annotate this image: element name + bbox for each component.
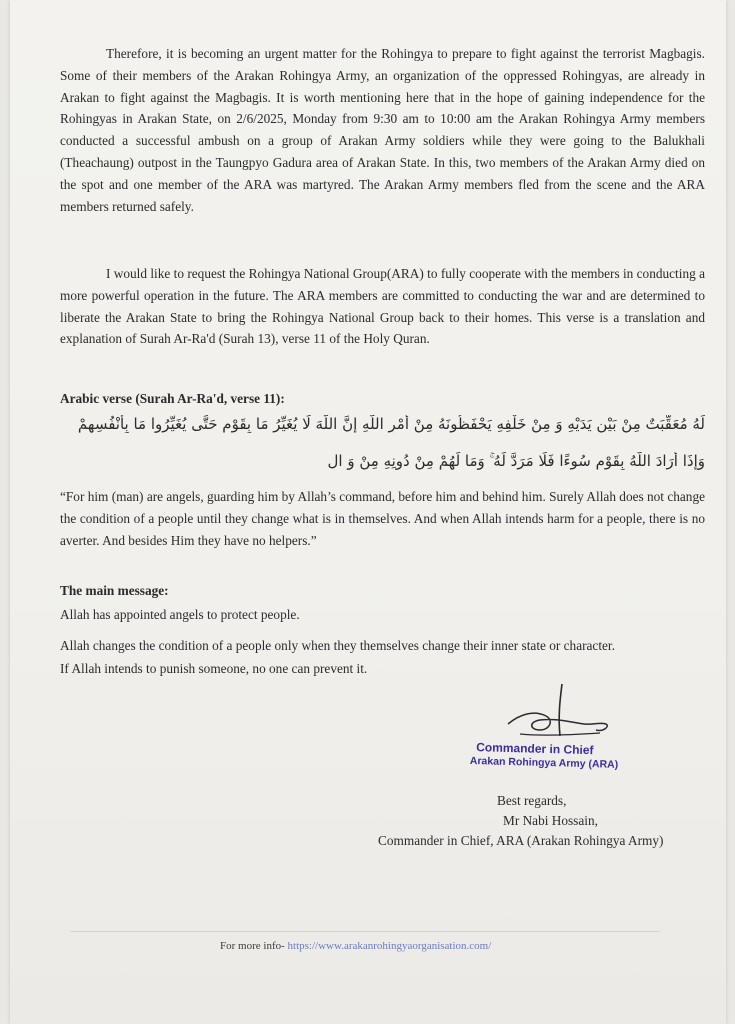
main-message-line: If Allah intends to punish someone, no one can prevent it. <box>60 661 368 676</box>
footer-label: For more info- <box>220 940 285 952</box>
verse-heading: Arabic verse (Surah Ar-Ra'd, verse 11): <box>60 391 285 406</box>
paragraph-1-text: Therefore, it is becoming an urgent matter for the Rohingya to prepare to fight against the terrorist Magbagis. Some of their members of the Arakan Rohingya Army, an organization of the oppressed Rohingyas, are already in Arakan to fight against the Magbagis. It is worth mentioning here that in the hope of gaining independence for the Rohingyas in Arakan State, on 2/6/2025, Monday from 9:30 am to 10:00 am the Arakan Rohingya Army members conducted a successful ambush on a group of Arakan Army soldiers while they were going to the Balukhali (Theachaung) outpost in the Taungpyo Gadura area of Arakan State. In this, two members of the Arakan Army died on the spot and one member of the ARA was martyred. The Arakan Army members fled from the scene and the ARA members returned safely. <box>60 46 705 214</box>
handwritten-signature <box>500 680 620 750</box>
official-stamp <box>469 740 619 772</box>
main-message-heading: The main message: <box>60 583 169 598</box>
arabic-verse-line-2: وَإِذَا أَرَادَ اللَّهُ بِقَوْمٍ سُوءًا فَلَا مَرَدَّ لَهُ ۚ وَمَا لَهُمْ مِنْ دُونِهِ مِنْ وَ ال <box>327 452 705 470</box>
stamp-line-1: Commander in Chief <box>476 740 594 758</box>
footer-divider <box>70 931 660 932</box>
stamp-line-2: Arakan Rohingya Army (ARA) <box>469 754 619 771</box>
verse-translation: “For him (man) are angels, guarding him by Allah’s command, before him and behind him. Surely Allah does not change the condition of a people until they change what is in themselves. And when Allah intends harm for a people, there is no averter. And besides Him they have no helpers.” <box>60 489 705 548</box>
footer <box>220 940 491 952</box>
main-message-line: Allah changes the condition of a people only when they themselves change their inner state or character. <box>60 638 615 653</box>
footer-website-link[interactable]: https://www.arakanrohingyaorganisation.com/ <box>287 940 492 952</box>
signatory-title: Commander in Chief, ARA (Arakan Rohingya Army) <box>378 833 664 848</box>
paragraph-request <box>60 263 705 350</box>
arabic-verse-line-1: لَهُ مُعَقِّبَتٌ مِنْ بَيْنِ يَدَيْهِ وَ مِنْ خَلْفِهِ يَحْفَظُونَهُ مِنْ أَمْرِ اللَّهِ إِنَّ اللَّهَ لَا يُغَيِّرُ مَا بِقَوْمٍ حَتَّى يُغَيِّرُوا مَا بِأَنْفُسِهِمْ <box>77 415 705 433</box>
signatory-name: Mr Nabi Hossain, <box>503 813 598 828</box>
paragraph-ambush-report <box>60 43 705 217</box>
paragraph-2-text: I would like to request the Rohingya National Group(ARA) to fully cooperate with the members in conducting a more powerful operation in the future. The ARA members are committed to conducting the war and are determined to liberate the Arakan State to bring the Rohingya National Group back to their homes. This verse is a translation and explanation of Surah Ar-Ra'd (Surah 13), verse 11 of the Holy Quran. <box>60 266 705 347</box>
closing-regards: Best regards, <box>497 793 567 808</box>
main-message-line: Allah has appointed angels to protect people. <box>60 607 300 622</box>
document-page <box>10 0 726 1024</box>
